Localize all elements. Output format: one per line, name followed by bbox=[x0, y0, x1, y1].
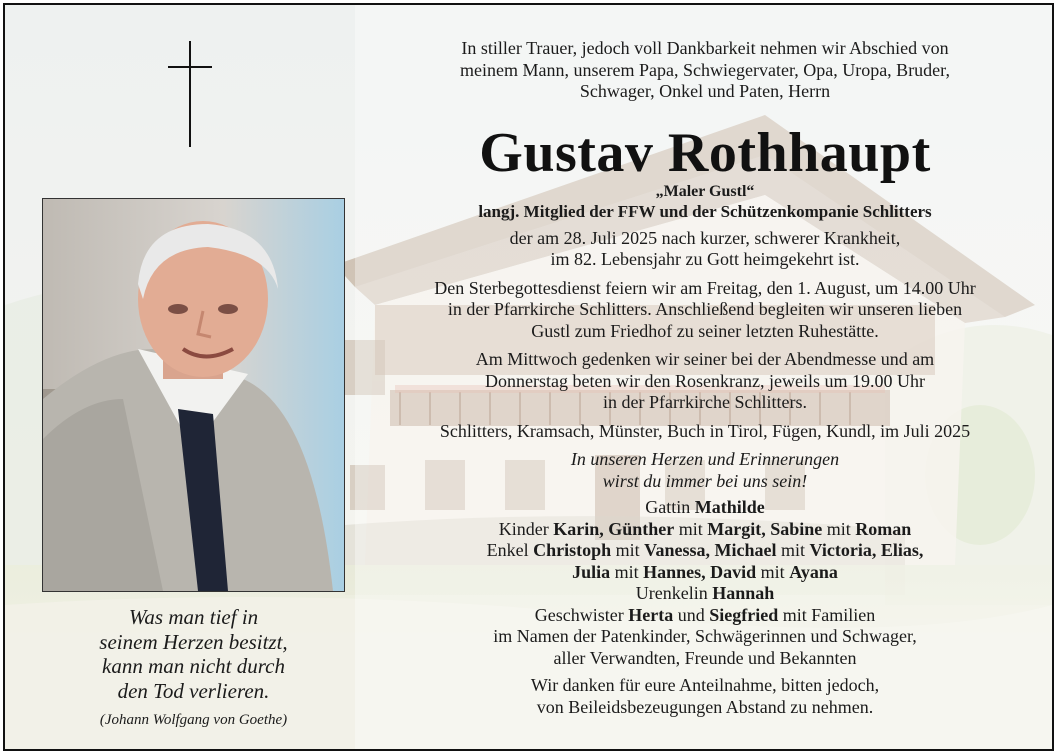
family-siblings bbox=[355, 605, 1054, 627]
family-connector: mit Familien bbox=[782, 604, 876, 625]
family-connector: mit bbox=[678, 518, 703, 539]
portrait-illustration bbox=[43, 199, 344, 591]
family-great-grandchild bbox=[355, 583, 1054, 605]
obituary-text bbox=[355, 38, 1054, 718]
quote-line: kann man nicht durch bbox=[102, 654, 285, 678]
family-label: Enkel bbox=[486, 540, 529, 560]
family-connector: mit bbox=[615, 540, 640, 560]
family-extended bbox=[355, 626, 1054, 669]
family-label: Kinder bbox=[498, 518, 549, 539]
prayer-line: Am Mittwoch gedenken wir seiner bei der Abendmesse und am bbox=[475, 349, 935, 369]
family-member: Victoria, Elias, bbox=[809, 540, 924, 560]
death-line: im 82. Lebensjahr zu Gott heimgekehrt ist. bbox=[550, 249, 860, 269]
family-member: Siegfried bbox=[709, 604, 779, 625]
family-member: Hannes, David bbox=[643, 561, 757, 582]
prayer-line: Donnerstag beten wir den Rosenkranz, jeweils um 19.00 Uhr bbox=[485, 370, 925, 391]
family-extended-line: im Namen der Patenkinder, Schwägerinnen und Schwager, bbox=[493, 626, 917, 646]
family-connector: mit bbox=[781, 540, 806, 560]
intro-text bbox=[355, 38, 1054, 103]
family-member: Christoph bbox=[533, 540, 612, 560]
family-children bbox=[355, 519, 1054, 541]
family-connector: mit bbox=[826, 518, 851, 539]
family-grandchildren-cont bbox=[355, 562, 1054, 584]
intro-line: In stiller Trauer, jedoch voll Dankbarkeit nehmen wir Abschied von bbox=[461, 38, 949, 58]
death-line: der am 28. Juli 2025 nach kurzer, schwerer Krankheit, bbox=[509, 227, 901, 248]
family-extended-line: aller Verwandten, Freunde und Bekannten bbox=[553, 647, 857, 668]
family-member: Julia bbox=[572, 561, 611, 582]
funeral-info bbox=[355, 278, 1054, 343]
quote-line: den Tod verlieren. bbox=[117, 678, 270, 703]
family-grandchildren bbox=[355, 540, 1054, 562]
prayer-info bbox=[355, 349, 1054, 414]
quote-author: (Johann Wolfgang von Goethe) bbox=[99, 712, 288, 728]
prayer-line: in der Pfarrkirche Schlitters. bbox=[603, 392, 807, 412]
funeral-line: in der Pfarrkirche Schlitters. Anschließend begleiten wir unseren lieben bbox=[447, 299, 963, 319]
intro-line: meinem Mann, unserem Papa, Schwiegervater, Opa, Uropa, Bruder, bbox=[460, 59, 950, 80]
family-member: Herta bbox=[628, 604, 674, 625]
family-member: Mathilde bbox=[694, 497, 765, 517]
funeral-line: Den Sterbegottesdienst feiern wir am Freitag, den 1. August, um 14.00 Uhr bbox=[434, 277, 976, 298]
motto-line: In unseren Herzen und Erinnerungen bbox=[570, 449, 840, 469]
quote-line: seinem Herzen besitzt, bbox=[99, 629, 288, 654]
motto bbox=[355, 449, 1054, 492]
family-connector: mit bbox=[760, 561, 785, 582]
family-label: Gattin bbox=[645, 497, 691, 517]
obituary-card bbox=[3, 3, 1054, 751]
thanks-line: von Beileidsbezeugungen Abstand zu nehmen. bbox=[536, 696, 874, 717]
family-connector: und bbox=[677, 604, 705, 625]
nickname: „Maler Gustl“ bbox=[655, 182, 755, 200]
family-member: Margit, Sabine bbox=[707, 518, 823, 539]
quote-line: Was man tief in bbox=[128, 605, 259, 629]
intro-line: Schwager, Onkel und Paten, Herrn bbox=[579, 81, 831, 101]
membership: langj. Mitglied der FFW und der Schützenkompanie Schlitters bbox=[478, 201, 932, 221]
portrait-photo bbox=[42, 198, 345, 592]
family-member: Vanessa, Michael bbox=[644, 540, 777, 560]
family-label: Geschwister bbox=[534, 604, 624, 625]
cross-icon bbox=[166, 39, 214, 149]
thanks-note bbox=[355, 675, 1054, 718]
deceased-name: Gustav Rothhaupt bbox=[479, 121, 931, 184]
motto-line: wirst du immer bei uns sein! bbox=[602, 470, 808, 491]
funeral-line: Gustl zum Friedhof zu seiner letzten Ruhestätte. bbox=[531, 320, 879, 341]
goethe-quote bbox=[42, 605, 345, 729]
family-connector: mit bbox=[614, 561, 639, 582]
thanks-line: Wir danken für eure Anteilnahme, bitten jedoch, bbox=[530, 675, 880, 695]
family-member: Roman bbox=[855, 518, 912, 539]
family-label: Urenkelin bbox=[635, 583, 708, 603]
places-date: Schlitters, Kramsach, Münster, Buch in Tirol, Fügen, Kundl, im Juli 2025 bbox=[439, 420, 971, 441]
family-member: Ayana bbox=[789, 561, 838, 582]
family-wife bbox=[355, 497, 1054, 519]
family-list bbox=[355, 497, 1054, 669]
family-member: Karin, Günther bbox=[553, 518, 675, 539]
family-member: Hannah bbox=[712, 583, 775, 603]
death-notice bbox=[355, 228, 1054, 271]
